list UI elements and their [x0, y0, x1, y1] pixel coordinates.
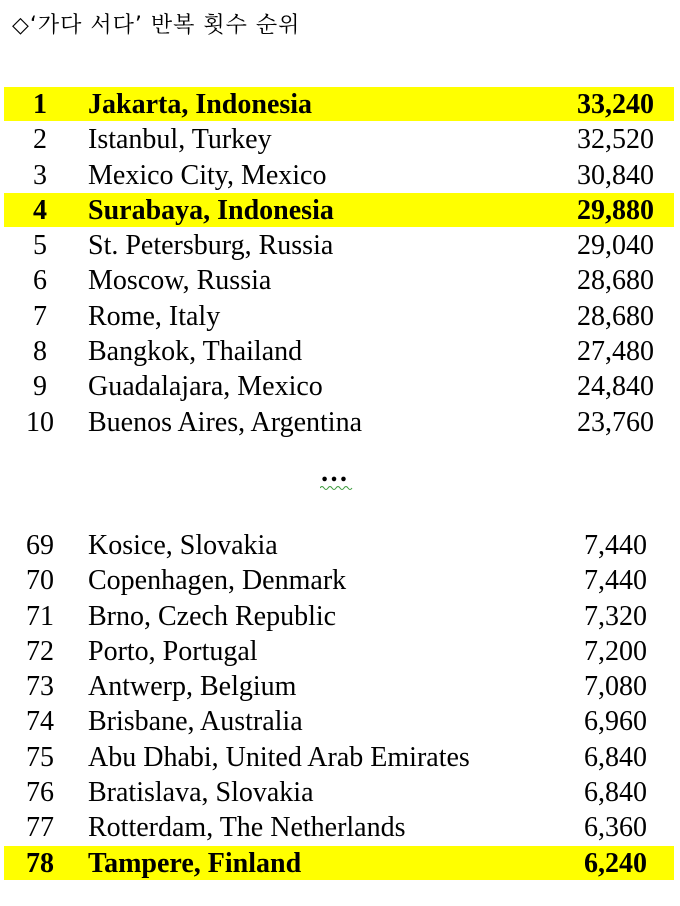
rank-cell: 77 — [26, 812, 54, 844]
rank-cell: 74 — [26, 706, 54, 738]
rank-cell: 69 — [26, 530, 54, 561]
city-cell: Bratislava, Slovakia — [88, 777, 314, 809]
city-cell: Copenhagen, Denmark — [88, 565, 347, 597]
table-row — [0, 599, 680, 634]
city-cell: Rome, Italy — [88, 300, 221, 332]
rank-cell: 71 — [26, 600, 54, 632]
rank-cell: 78 — [26, 847, 54, 879]
ellipsis-separator: … — [320, 457, 348, 488]
count-cell: 7,440 — [584, 565, 647, 597]
count-cell: 29,040 — [577, 230, 654, 262]
rank-cell: 75 — [26, 741, 54, 773]
table-row — [0, 775, 680, 810]
table-row — [0, 740, 680, 775]
rank-cell: 7 — [33, 300, 47, 332]
city-cell: Buenos Aires, Argentina — [88, 406, 363, 438]
spellcheck-squiggle — [320, 484, 354, 490]
count-cell: 6,840 — [584, 741, 647, 773]
table-row — [0, 228, 680, 263]
table-row — [0, 87, 680, 122]
count-cell: 7,320 — [584, 600, 647, 632]
table-row — [0, 528, 680, 563]
count-cell: 23,760 — [577, 406, 654, 438]
table-row — [0, 263, 680, 298]
ranking-table-top — [0, 87, 680, 440]
rank-cell: 6 — [33, 265, 47, 297]
city-cell: Abu Dhabi, United Arab Emirates — [88, 741, 470, 773]
rank-cell: 10 — [26, 406, 54, 438]
city-cell: Porto, Portugal — [88, 635, 258, 667]
count-cell: 24,840 — [577, 371, 654, 403]
rank-cell: 73 — [26, 671, 54, 703]
table-row — [0, 704, 680, 739]
rank-cell: 9 — [33, 371, 47, 403]
count-cell: 27,480 — [577, 336, 654, 368]
count-cell: 7,440 — [584, 530, 647, 561]
table-row — [0, 405, 680, 440]
table-row — [0, 334, 680, 369]
count-cell: 6,840 — [584, 777, 647, 809]
table-row — [0, 810, 680, 845]
count-cell: 30,840 — [577, 159, 654, 191]
table-row — [0, 846, 680, 881]
count-cell: 6,960 — [584, 706, 647, 738]
count-cell: 28,680 — [577, 300, 654, 332]
table-row — [0, 634, 680, 669]
city-cell: St. Petersburg, Russia — [88, 230, 334, 262]
count-cell: 32,520 — [577, 124, 654, 156]
city-cell: Tampere, Finland — [88, 847, 302, 879]
city-cell: Brisbane, Australia — [88, 706, 303, 738]
table-row — [0, 563, 680, 598]
count-cell: 33,240 — [577, 89, 654, 120]
city-cell: Brno, Czech Republic — [88, 600, 337, 632]
rank-cell: 76 — [26, 777, 54, 809]
table-row — [0, 122, 680, 157]
rank-cell: 8 — [33, 336, 47, 368]
city-cell: Rotterdam, The Netherlands — [88, 812, 406, 844]
city-cell: Jakarta, Indonesia — [88, 89, 313, 120]
city-cell: Kosice, Slovakia — [88, 530, 278, 561]
table-row — [0, 369, 680, 404]
count-cell: 7,080 — [584, 671, 647, 703]
count-cell: 28,680 — [577, 265, 654, 297]
city-cell: Guadalajara, Mexico — [88, 371, 323, 403]
rank-cell: 1 — [33, 89, 47, 120]
ranking-table-bottom — [0, 528, 680, 881]
rank-cell: 72 — [26, 635, 54, 667]
city-cell: Istanbul, Turkey — [88, 124, 272, 156]
table-row — [0, 158, 680, 193]
count-cell: 7,200 — [584, 635, 647, 667]
table-row — [0, 669, 680, 704]
table-row — [0, 193, 680, 228]
page-title: ◇‘가다 서다’ 반복 횟수 순위 — [12, 13, 301, 38]
rank-cell: 4 — [33, 194, 47, 226]
city-cell: Moscow, Russia — [88, 265, 272, 297]
city-cell: Mexico City, Mexico — [88, 159, 327, 191]
count-cell: 6,360 — [584, 812, 647, 844]
city-cell: Antwerp, Belgium — [88, 671, 297, 703]
count-cell: 29,880 — [577, 194, 654, 226]
city-cell: Surabaya, Indonesia — [88, 194, 334, 226]
city-cell: Bangkok, Thailand — [88, 336, 303, 368]
rank-cell: 70 — [26, 565, 54, 597]
table-row — [0, 299, 680, 334]
rank-cell: 3 — [33, 159, 47, 191]
count-cell: 6,240 — [584, 847, 647, 879]
rank-cell: 2 — [33, 124, 47, 156]
rank-cell: 5 — [33, 230, 47, 262]
